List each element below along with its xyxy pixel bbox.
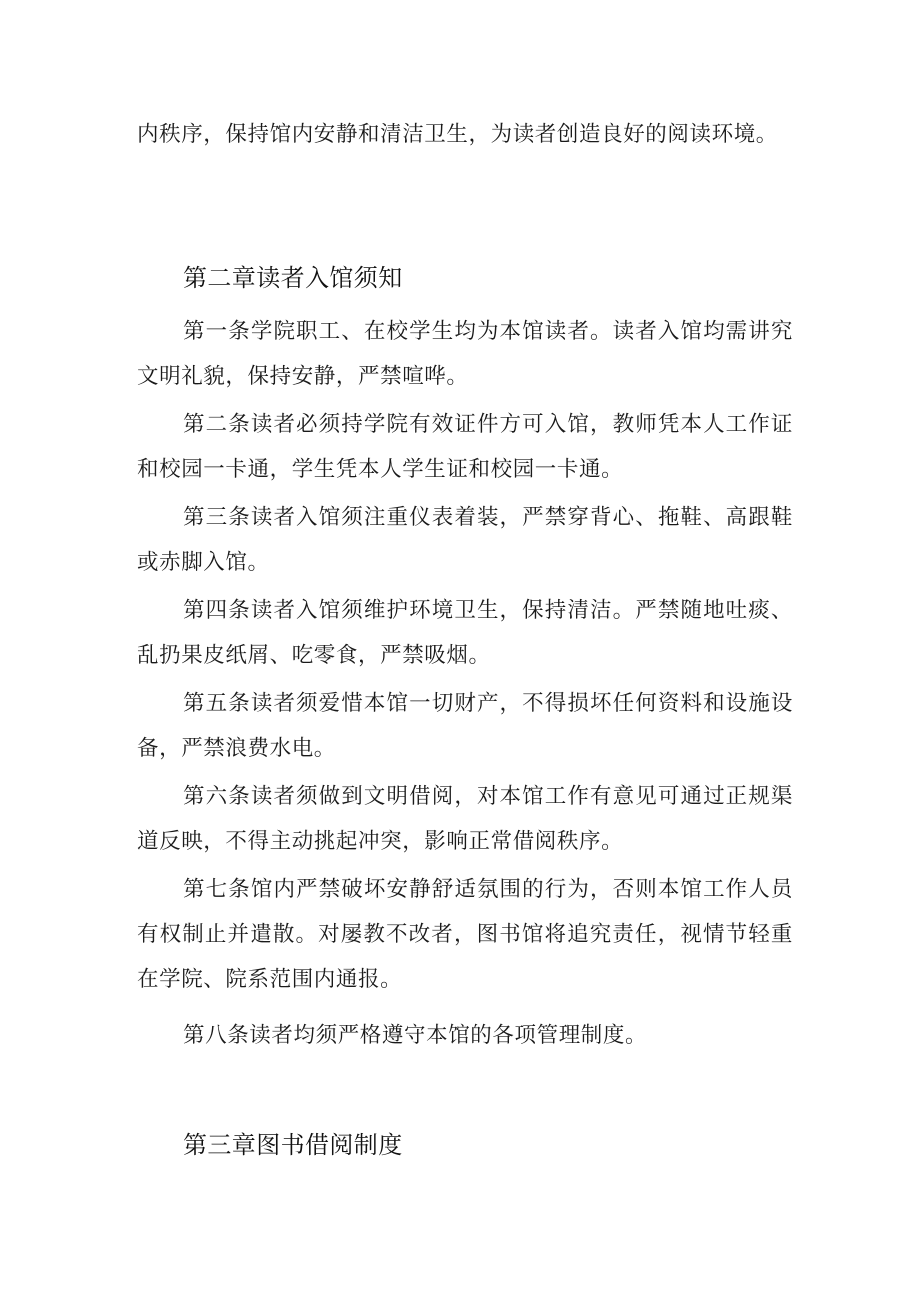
article-4: 第四条读者入馆须维护环境卫生，保持清洁。严禁随地吐痰、乱扔果皮纸屑、吃零食，严禁吸烟。 (137, 598, 793, 668)
chapter-3-heading: 第三章图书借阅制度 (183, 1131, 403, 1159)
chapter-2-heading: 第二章读者入馆须知 (183, 264, 403, 292)
article-3: 第三条读者入馆须注重仪表着装，严禁穿背心、拖鞋、高跟鞋或赤脚入馆。 (137, 505, 793, 575)
article-1: 第一条学院职工、在校学生均为本馆读者。读者入馆均需讲究文明礼貌，保持安静，严禁喧哗。 (137, 319, 793, 389)
continuation-paragraph: 内秩序，保持馆内安静和清洁卫生，为读者创造良好的阅读环境。 (137, 122, 778, 147)
article-6: 第六条读者须做到文明借阅，对本馆工作有意见可通过正规渠道反映，不得主动挑起冲突，影响正常借阅秩序。 (137, 784, 793, 854)
article-7: 第七条馆内严禁破坏安静舒适氛围的行为，否则本馆工作人员有权制止并遣散。对屡教不改者，图书馆将追究责任，视情节轻重在学院、院系范围内通报。 (137, 877, 793, 992)
article-2: 第二条读者必须持学院有效证件方可入馆，教师凭本人工作证和校园一卡通，学生凭本人学生证和校园一卡通。 (137, 412, 793, 482)
article-8: 第八条读者均须严格遵守本馆的各项管理制度。 (183, 1023, 648, 1048)
article-5: 第五条读者须爱惜本馆一切财产，不得损坏任何资料和设施设备，严禁浪费水电。 (137, 691, 793, 761)
